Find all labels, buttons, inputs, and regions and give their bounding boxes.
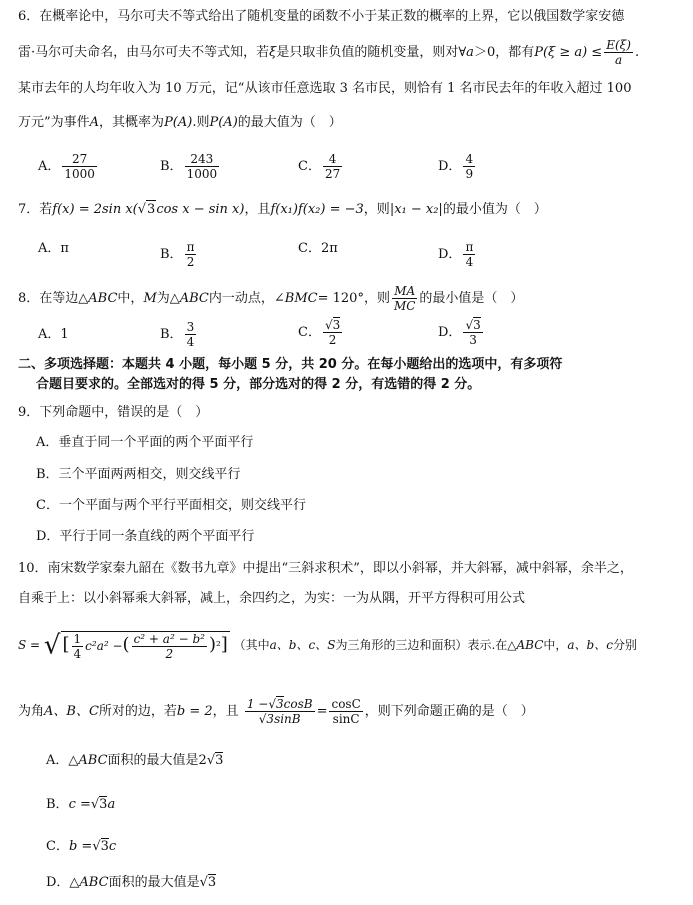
- q10-formula-inner-frac: [132, 632, 207, 661]
- q10-lhs-num-pre: 1 −: [246, 697, 269, 711]
- q6-markov-lhs: P(ξ ≥ a) ≤: [534, 45, 603, 60]
- q6-option-a[interactable]: [38, 152, 99, 181]
- q9-option-a[interactable]: A．垂直于同一个平面的两个平面平行: [36, 435, 254, 450]
- q10-lhs-den: √3sinB: [258, 712, 301, 726]
- q8-point-M: M: [143, 291, 157, 306]
- q10-formula-note3: 中，: [543, 638, 568, 652]
- section2-heading-line-1: 二、多项选择题：本题共 4 小题，每小题 5 分，共 20 分。在每小题给出的选项中，有多项符: [18, 357, 563, 372]
- q10-formula-s: S =: [18, 638, 41, 652]
- q10-option-a-text: 面积的最大值是: [107, 753, 199, 768]
- q8-option-d-den: 3: [469, 333, 477, 347]
- q10-line4-mid: 所对的边，若: [98, 704, 177, 719]
- q6-option-a-num: 27: [62, 152, 97, 167]
- q6-line2-text: 雷·马尔可夫命名，由马尔可夫不等式知，若: [18, 45, 270, 60]
- q9-option-b[interactable]: B．三个平面两两相交，则交线平行: [36, 467, 241, 482]
- q8-pre: 8．在等边△: [18, 291, 89, 306]
- q6-line2-gt: ＞0，都有: [473, 45, 535, 60]
- q8-option-b-den: 4: [186, 335, 195, 349]
- q6-option-d-frac: [463, 152, 475, 181]
- q6-line4-end: 的最大值为（ ）: [237, 115, 342, 130]
- q6-line2-end: .: [634, 45, 640, 60]
- q8-option-b-num: 3: [186, 320, 195, 334]
- q6-option-b[interactable]: [160, 152, 221, 181]
- q6-markov-fraction: [604, 38, 633, 67]
- q7-end: 的最小值为（ ）: [442, 202, 547, 217]
- q10-lhs-num-post: cosB: [283, 697, 313, 711]
- q10-option-a-sqrt: 3: [215, 753, 224, 768]
- q6-line2-mid: 是只取非负值的随机变量，则对∀: [276, 45, 467, 60]
- q6-option-b-num: 243: [185, 152, 220, 167]
- q10-option-d-abc: ABC: [79, 875, 109, 890]
- q6-xi: ξ: [269, 45, 277, 60]
- q6-prob-PA: P(A): [164, 115, 193, 130]
- q10-formula-note4: 分别: [612, 638, 637, 652]
- q8-abc: ABC: [88, 291, 118, 306]
- q8-mid4: = 120°，则: [317, 291, 390, 306]
- q6-option-c[interactable]: [298, 152, 344, 181]
- q7-function: f(x) = 2sin x(: [52, 202, 138, 217]
- q6-frac-den: a: [614, 53, 623, 67]
- q10-lhs-den-sqrt: 3: [266, 712, 275, 726]
- q6-line4-pre: 万元”为事件: [18, 115, 90, 130]
- q10-angles: A、B、C: [44, 704, 99, 719]
- q7-option-b-frac: [185, 240, 197, 269]
- q8-option-a-value: 1: [60, 327, 69, 342]
- q10-formula-frac14: [72, 632, 84, 661]
- q10-frac14-den: 4: [73, 646, 82, 661]
- q7-function-rest: cos x − sin x): [156, 202, 245, 217]
- q10-formula-note: （其中: [233, 638, 270, 652]
- q10-line4-end: ，则下列命题正确的是（ ）: [364, 704, 534, 719]
- q8-option-a-letter: A．: [38, 327, 61, 342]
- q10-option-c-eq: b =: [68, 839, 93, 854]
- q10-frac14-num: 1: [73, 631, 82, 646]
- q6-stem-line-3: 某市去年的人均年收入为 10 万元，记“从该市任意选取 3 名市民，则恰有 1 名市民去年的年收入超过 100: [18, 81, 632, 96]
- q8-option-a[interactable]: [38, 326, 69, 344]
- q7-sqrt: √3: [137, 202, 156, 217]
- q10-option-d[interactable]: D．△ABC面积的最大值是√3: [46, 875, 217, 890]
- q10-option-c-sqrt: 3: [100, 839, 109, 854]
- q8-ratio-num: MA: [392, 284, 417, 299]
- q10-formula-c2a2: c²a² −: [85, 638, 123, 653]
- q7-option-a-value: π: [60, 241, 69, 256]
- q6-option-a-den: 1000: [64, 167, 95, 181]
- q6-prob-PA-2: P(A): [209, 115, 238, 130]
- q6-option-c-den: 27: [324, 167, 341, 181]
- q6-option-b-letter: B．: [160, 159, 183, 174]
- q10-stem-line-1: 10．南宋数学家秦九韶在《数书九章》中提出“三斜求积术”，即以小斜幂，并大斜幂，减中斜幂，余半之，: [18, 561, 633, 576]
- q7-sqrt-value: 3: [147, 202, 156, 217]
- section2-heading-line-2: 合题目要求的。全部选对的得 5 分，部分选对的得 2 分，有选错的得 2 分。: [36, 377, 481, 392]
- q10-lhs-num: 1 −√3cosB: [246, 697, 313, 711]
- q6-option-d-letter: D．: [438, 159, 462, 174]
- q8-option-c[interactable]: [298, 318, 344, 347]
- q10-option-a-letter: A．△: [46, 753, 79, 768]
- q8-end: 的最小值是（ ）: [419, 291, 524, 306]
- q10-option-b-eq: c =: [68, 797, 91, 812]
- q6-line4-mid: ，其概率为: [99, 115, 165, 130]
- q10-formula-note2: 为三角形的三边和面积）表示.在△: [335, 638, 517, 652]
- q10-option-a-coef: 2: [198, 753, 207, 768]
- q8-option-c-den: 2: [328, 333, 337, 347]
- q10-option-c-var: c: [108, 839, 117, 854]
- q10-stem-line-2: 自乘于上：以小斜幂乘大斜幂，减上，余四约之，为实：一为从隅，开平方得积可用公式: [18, 591, 526, 606]
- q10-inner-num: c² + a² − b²: [133, 631, 205, 646]
- q10-formula-radicand: [ $\frac{1}{4}$ c²a² −( $\frac{\text{c² + a² − b²}}{2}$ )²]: [62, 631, 228, 661]
- q6-option-b-den: 1000: [186, 167, 218, 181]
- q10-option-b[interactable]: B．c =√3a: [46, 797, 116, 812]
- q10-option-a-abc: ABC: [78, 753, 108, 768]
- q8-angle-bmc: BMC: [284, 291, 318, 306]
- q8-option-d-sqrt: 3: [473, 318, 481, 332]
- q8-option-b-frac: [185, 320, 197, 349]
- q7-option-d-num: π: [465, 240, 474, 254]
- q8-stem: [18, 284, 685, 313]
- q10-rhs-frac: [329, 697, 362, 726]
- q7-mid2: ，则: [363, 202, 390, 217]
- q6-line4-mid2: .则: [192, 115, 210, 130]
- q7-stem: [18, 200, 685, 219]
- q7-option-b[interactable]: [160, 240, 198, 269]
- q10-lhs-den-post: sinB: [274, 712, 301, 726]
- q10-rhs-den: sinC: [332, 712, 360, 726]
- q6-event-A: A: [89, 115, 100, 130]
- q10-formula-radical: √: [43, 630, 61, 661]
- q10-line4-pre: 为角: [18, 704, 45, 719]
- q6-option-a-frac: [62, 152, 97, 181]
- q10-option-b-var: a: [107, 797, 116, 812]
- q8-option-d-letter: D．: [438, 325, 462, 340]
- q6-frac-num: E(ξ): [606, 38, 631, 52]
- q8-abc-2: ABC: [179, 291, 209, 306]
- q9-option-d[interactable]: D．平行于同一条直线的两个平面平行: [36, 529, 255, 544]
- q10-option-d-letter: D．△: [46, 875, 80, 890]
- q7-option-a[interactable]: [38, 240, 69, 258]
- q9-stem: 9．下列命题中，错误的是（ ）: [18, 405, 209, 420]
- q7-option-a-letter: A．: [38, 241, 61, 256]
- q8-mid: 中，: [117, 291, 144, 306]
- q7-mid: ，且: [244, 202, 271, 217]
- q10-lhs-frac: [245, 697, 315, 726]
- q10-inner-den: 2: [165, 646, 174, 661]
- q8-option-d-frac: [463, 318, 482, 347]
- q7-option-c[interactable]: [298, 240, 338, 258]
- q6-option-b-frac: [185, 152, 220, 181]
- q6-option-c-num: 4: [323, 152, 342, 167]
- q8-option-d-num: √3: [465, 318, 481, 332]
- q6-stem-line-4: [18, 114, 685, 132]
- q10-formula-abc-vars: a、b、c: [567, 638, 613, 652]
- q6-option-d-den: 9: [465, 167, 474, 181]
- q8-mid2: 为△: [156, 291, 180, 306]
- q6-option-c-frac: [323, 152, 342, 181]
- q7-option-b-den: 2: [186, 255, 195, 269]
- q10-option-b-letter: B．: [46, 797, 69, 812]
- q10-b-value: b = 2: [176, 704, 213, 719]
- q6-a: a: [466, 45, 474, 60]
- q8-option-c-num: √3: [324, 318, 341, 332]
- q6-option-d-num: 4: [465, 152, 474, 166]
- q8-ratio-den: MC: [393, 299, 416, 313]
- q7-option-b-num: π: [186, 240, 195, 254]
- q7-condition: f(x₁)f(x₂) = −3: [270, 202, 364, 217]
- q7-option-d-letter: D．: [438, 247, 462, 262]
- q8-option-c-letter: C．: [298, 325, 321, 340]
- q8-mid3: 内一动点，∠: [208, 291, 285, 306]
- q10-option-d-text: 面积的最大值是: [108, 875, 200, 890]
- q9-option-c[interactable]: C．一个平面与两个平行平面相交，则交线平行: [36, 498, 306, 513]
- q6-stem-line-2: [18, 38, 685, 67]
- q7-option-d[interactable]: [438, 240, 477, 269]
- q10-option-d-sqrt: 3: [207, 875, 217, 890]
- q10-rhs-num: cosC: [331, 697, 361, 711]
- q10-option-c[interactable]: C．b =√3c: [46, 839, 117, 854]
- q10-lhs-num-sqrt: 3: [276, 697, 284, 711]
- q6-option-c-letter: C．: [298, 159, 321, 174]
- q7-option-c-letter: C．: [298, 241, 321, 256]
- q10-formula-abc: ABC: [516, 638, 544, 652]
- q10-option-c-letter: C．: [46, 839, 69, 854]
- q7-option-c-value: 2π: [320, 241, 338, 256]
- q7-option-b-letter: B．: [160, 247, 183, 262]
- q10-formula-line: [18, 624, 685, 668]
- q6-stem-line-1: 6．在概率论中，马尔可夫不等式给出了随机变量的函数不小于某正数的概率的上界，它以俄国数学家安德: [18, 9, 625, 24]
- q10-stem-line-4: 为角A、B、C所对的边，若b = 2，且 $\frac{1 -√3\cos B}{√3\sin B}$ = $\frac{\cos C}{\sin C}$ ，则下列命题正确的是（ ）: [18, 697, 534, 726]
- q8-option-c-frac: [323, 318, 342, 347]
- q10-option-a[interactable]: A．△ABC面积的最大值是2√3: [46, 753, 224, 768]
- q10-option-b-sqrt: 3: [99, 797, 108, 812]
- q7-option-d-den: 4: [465, 255, 474, 269]
- q8-option-b-letter: B．: [160, 327, 183, 342]
- q10-line4-and: ，且: [212, 704, 239, 719]
- q7-pre: 7．若: [18, 202, 53, 217]
- q8-option-d[interactable]: [438, 318, 485, 347]
- q8-option-c-sqrt: 3: [332, 318, 341, 332]
- q7-abs: |x₁ − x₂|: [389, 202, 443, 217]
- q10-formula-square: ²: [215, 638, 221, 653]
- q6-option-a-letter: A．: [38, 159, 61, 174]
- q8-ratio-frac: [392, 284, 417, 313]
- q10-formula-note-vars: a、b、c、S: [269, 638, 336, 652]
- q6-option-d[interactable]: [438, 152, 477, 181]
- q8-option-b[interactable]: [160, 320, 198, 349]
- q7-option-d-frac: [463, 240, 475, 269]
